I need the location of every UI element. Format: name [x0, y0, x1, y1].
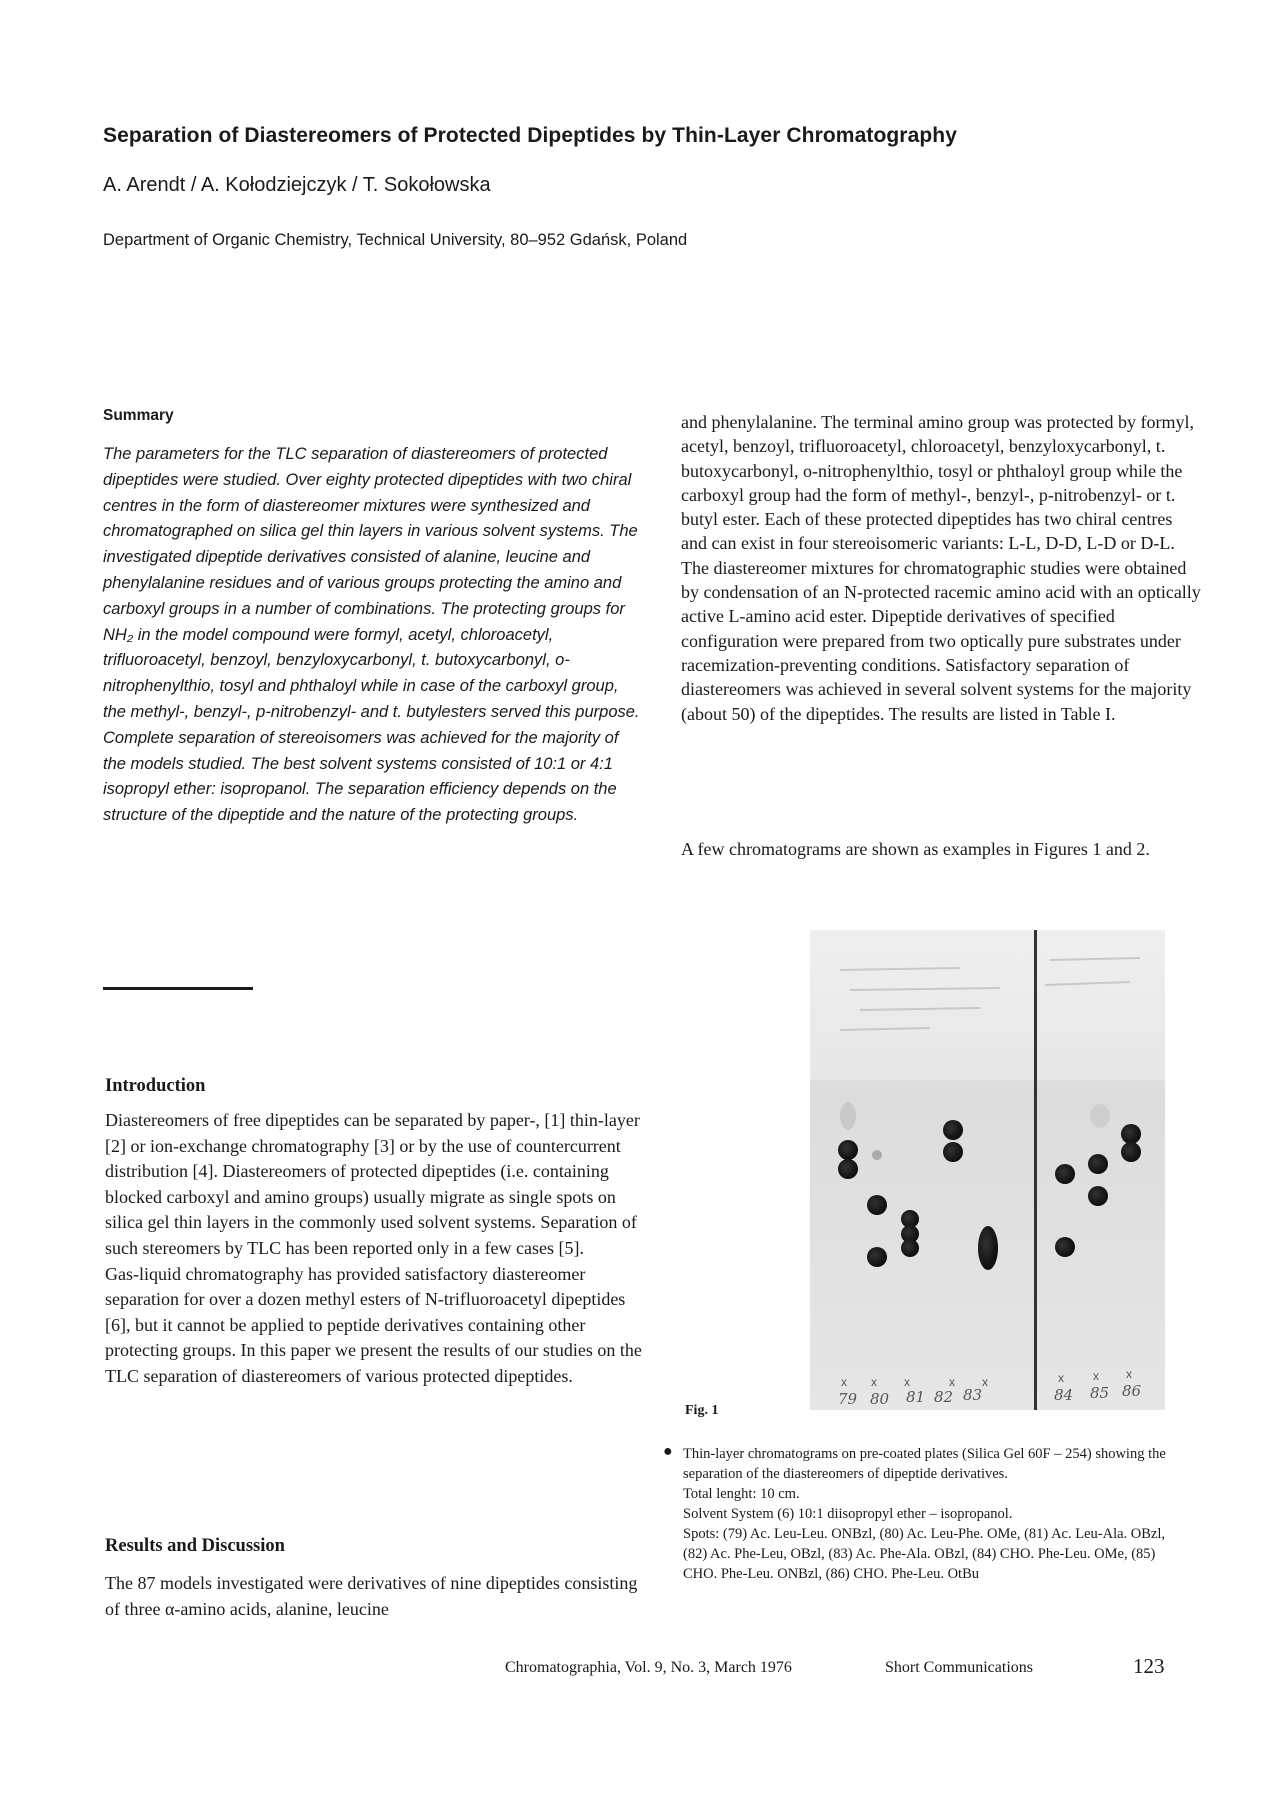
svg-text:x: x — [982, 1375, 988, 1389]
spot-84-lower — [1055, 1237, 1075, 1257]
svg-text:x: x — [904, 1375, 910, 1389]
svg-text:x: x — [1126, 1367, 1132, 1381]
results-heading: Results and Discussion — [105, 1536, 285, 1556]
summary-text — [103, 442, 643, 829]
page-number: 123 — [1133, 1654, 1165, 1678]
figure-1-chromatogram — [810, 930, 1165, 1410]
lane-label-79: 79 — [838, 1390, 858, 1408]
paper-title: Separation of Diastereomers of Protected Dipeptides by Thin-Layer Chromatography — [103, 124, 957, 147]
faint-spot — [840, 1102, 856, 1130]
introduction-text — [105, 1108, 645, 1390]
plate-separator-line — [1034, 930, 1037, 1410]
spot-81-lower — [901, 1239, 919, 1257]
spot-86-upper — [1121, 1124, 1141, 1144]
svg-text:x: x — [1058, 1371, 1064, 1385]
right-column-text-2 — [681, 837, 1201, 861]
caption-line: Total lenght: 10 cm. — [683, 1486, 800, 1502]
right-paragraph-2: A few chromatograms are shown as examples in Figures 1 and 2. — [681, 839, 1150, 859]
spot-80-lower — [867, 1247, 887, 1267]
caption-bullet-icon: ● — [663, 1443, 673, 1460]
introduction-heading: Introduction — [105, 1076, 206, 1096]
svg-text:x: x — [841, 1375, 847, 1389]
results-text — [105, 1571, 645, 1622]
spot-79-upper — [838, 1140, 858, 1160]
right-paragraph-1: and phenylalanine. The terminal amino group was protected by formyl, acetyl, benzoyl, trifluoroacetyl, chloroacetyl, benzyloxycarbonyl, t. butoxycarbonyl, o-nitrophenylthio, tosyl or phthaloyl group while the carboxyl group had the form of methyl-, benzyl-, p-nitrobenzyl- or t. butyl ester. Each of these protected dipeptides has two chiral centres and can exist in four stereoisomeric variants: L-L, D-D, L-D or D-L. The diastereomer mixtures for chromatographic studies were obtained by condensation of an N-protected racemic amino acid with an optically active L-amino acid ester. Dipeptide derivatives of specified configuration were prepared from two optically pure substrates under racemization-preventing conditions. Satisfactory separation of diastereomers was achieved in several solvent systems for the majority (about 50) of the dipeptides. The results are listed in Table I. — [681, 412, 1201, 724]
lane-label-84: 84 — [1054, 1386, 1074, 1404]
lane-label-82: 82 — [934, 1388, 954, 1406]
introduction-paragraph-2: Gas-liquid chromatography has provided satisfactory diastereomer separation for over a dozen methyl esters of N-trifluoroacetyl dipeptides [6], but it cannot be applied to peptide derivatives containing other protecting groups. In this paper we present the results of our studies on the TLC separation of diastereomers of various protected dipeptides. — [105, 1263, 642, 1386]
svg-text:x: x — [1093, 1369, 1099, 1383]
introduction-paragraph-1: Diastereomers of free dipeptides can be separated by paper-, [1] thin-layer [2] or ion-exchange chromatography [3] or by the use of countercurrent distribution [4]. Diastereomers of protected dipeptides (i.e. containing blocked carboxyl and amino groups) usually migrate as single spots on silica gel thin layers in the commonly used solvent systems. Separation of such stereomers by TLC has been reported only in a few cases [5]. — [105, 1110, 640, 1258]
plate-upper-region — [810, 930, 1165, 1080]
figure-caption — [683, 1444, 1183, 1584]
results-paragraph: The 87 models investigated were derivatives of nine dipeptides consisting of three α-amino acids, alanine, leucine — [105, 1573, 638, 1619]
faint-spot — [1090, 1104, 1110, 1128]
spot-80-upper — [867, 1195, 887, 1215]
footer-section: Short Communications — [885, 1659, 1033, 1676]
svg-text:x: x — [949, 1375, 955, 1389]
authors: A. Arendt / A. Kołodziejczyk / T. Sokołowska — [103, 174, 491, 196]
lane-label-83: 83 — [963, 1386, 983, 1404]
right-column-text — [681, 410, 1201, 726]
lane-label-86: 86 — [1122, 1382, 1142, 1400]
caption-line: Solvent System (6) 10:1 diisopropyl ether – isopropanol. — [683, 1506, 1013, 1522]
caption-line: Thin-layer chromatograms on pre-coated plates (Silica Gel 60F – 254) showing the separation of the diastereomers of dipeptide derivatives. — [683, 1446, 1166, 1482]
lane-label-81: 81 — [906, 1388, 926, 1406]
spot-80-faint — [872, 1150, 882, 1160]
caption-line: Spots: (79) Ac. Leu-Leu. ONBzl, (80) Ac. Leu-Phe. OMe, (81) Ac. Leu-Ala. OBzl, (82) Ac. Phe-Leu, OBzl, (83) Ac. Phe-Ala. OBzl, (84) CHO. Phe-Leu. OMe, (85) CHO. Phe-Leu. ONBzl, (86) CHO. Phe-Leu. OtBu — [683, 1526, 1166, 1582]
spot-85-upper — [1088, 1154, 1108, 1174]
spot-83 — [978, 1226, 998, 1270]
spot-84-upper — [1055, 1164, 1075, 1184]
lane-label-80: 80 — [870, 1390, 890, 1408]
section-divider — [103, 987, 253, 990]
footer-journal: Chromatographia, Vol. 9, No. 3, March 1976 — [505, 1659, 792, 1676]
lane-label-85: 85 — [1090, 1384, 1110, 1402]
figure-label: Fig. 1 — [685, 1403, 719, 1418]
spot-82-upper — [943, 1120, 963, 1140]
affiliation: Department of Organic Chemistry, Technical University, 80–952 Gdańsk, Poland — [103, 231, 688, 249]
svg-text:x: x — [871, 1375, 877, 1389]
spot-86-lower — [1121, 1142, 1141, 1162]
chromatogram-image — [810, 930, 1165, 1410]
spot-82-lower — [943, 1142, 963, 1162]
summary-paragraph: The parameters for the TLC separation of diastereomers of protected dipeptides were studied. Over eighty protected dipeptides with two chiral centres in the form of diastereomer mixtures were synthesized and chromatographed on silica gel thin layers in various solvent systems. The investigated dipeptide derivatives consisted of alanine, leucine and phenylalanine residues and of various groups protecting the amino and carboxyl groups in a number of combinations. The protecting groups for NH₂ in the model compound were formyl, acetyl, chloroacetyl, trifluoroacetyl, benzoyl, benzyloxycarbonyl, t. butoxycarbonyl, o-nitrophenylthio, tosyl and phthaloyl while in case of the carboxyl group, the methyl-, benzyl-, p-nitrobenzyl- and t. butylesters served this purpose. Complete separation of stereoisomers was achieved for the majority of the models studied. The best solvent systems consisted of 10:1 or 4:1 isopropyl ether: isopropanol. The separation efficiency depends on the structure of the dipeptide and the nature of the protecting groups. — [103, 445, 640, 825]
summary-heading: Summary — [103, 407, 174, 424]
spot-85-lower — [1088, 1186, 1108, 1206]
spot-79-lower — [838, 1159, 858, 1179]
